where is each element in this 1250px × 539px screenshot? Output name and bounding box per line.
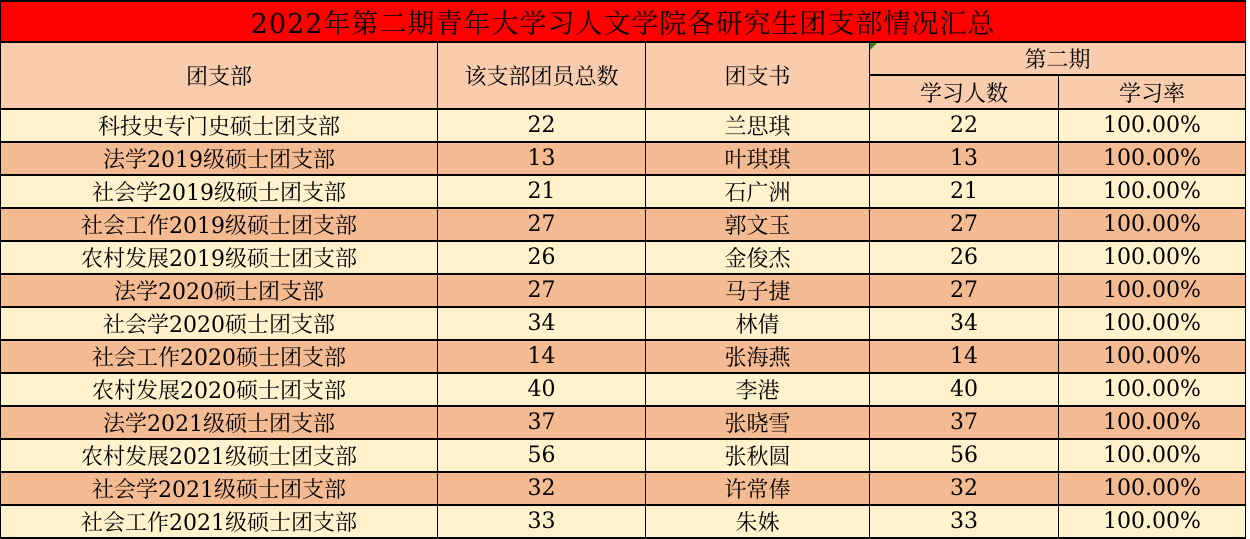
learners-cell[interactable]: 32 [870, 472, 1059, 505]
table-row [1, 406, 1246, 439]
table-row [1, 274, 1246, 307]
total-members-cell[interactable]: 37 [438, 406, 646, 439]
learners-cell[interactable]: 40 [870, 373, 1059, 406]
learners-cell[interactable]: 56 [870, 439, 1059, 472]
total-members-cell[interactable]: 34 [438, 307, 646, 340]
header-period[interactable] [870, 42, 1246, 75]
rate-cell[interactable]: 100.00% [1059, 274, 1246, 307]
sheet-title[interactable]: 2022年第二期青年大学习人文学院各研究生团支部情况汇总 [1, 1, 1246, 42]
header-rate[interactable]: 学习率 [1059, 75, 1246, 109]
secretary-cell[interactable]: 叶琪琪 [646, 142, 870, 175]
table-row [1, 373, 1246, 406]
branch-cell[interactable]: 科技史专门史硕士团支部 [1, 109, 438, 142]
excel-error-indicator-icon [870, 43, 877, 50]
table-row [1, 208, 1246, 241]
total-members-cell[interactable]: 26 [438, 241, 646, 274]
total-members-cell[interactable]: 40 [438, 373, 646, 406]
total-members-cell[interactable]: 56 [438, 439, 646, 472]
rate-cell[interactable]: 100.00% [1059, 406, 1246, 439]
branch-cell[interactable]: 农村发展2020硕士团支部 [1, 373, 438, 406]
branch-cell[interactable]: 社会学2021级硕士团支部 [1, 472, 438, 505]
secretary-cell[interactable]: 石广洲 [646, 175, 870, 208]
rate-cell[interactable]: 100.00% [1059, 340, 1246, 373]
learners-cell[interactable]: 34 [870, 307, 1059, 340]
branch-cell[interactable]: 社会工作2021级硕士团支部 [1, 505, 438, 538]
total-members-cell[interactable]: 14 [438, 340, 646, 373]
learners-cell[interactable]: 21 [870, 175, 1059, 208]
total-members-cell[interactable]: 27 [438, 208, 646, 241]
rate-cell[interactable]: 100.00% [1059, 208, 1246, 241]
secretary-cell[interactable]: 张秋圆 [646, 439, 870, 472]
table-body [1, 109, 1246, 538]
total-members-cell[interactable]: 13 [438, 142, 646, 175]
title-row [1, 1, 1246, 42]
total-members-cell[interactable]: 21 [438, 175, 646, 208]
branch-cell[interactable]: 法学2020硕士团支部 [1, 274, 438, 307]
secretary-cell[interactable]: 马子捷 [646, 274, 870, 307]
table-row [1, 472, 1246, 505]
rate-cell[interactable]: 100.00% [1059, 472, 1246, 505]
total-members-cell[interactable]: 33 [438, 505, 646, 538]
secretary-cell[interactable]: 林倩 [646, 307, 870, 340]
header-branch[interactable]: 团支部 [1, 42, 438, 109]
learners-cell[interactable]: 13 [870, 142, 1059, 175]
table-row [1, 505, 1246, 538]
rate-cell[interactable]: 100.00% [1059, 241, 1246, 274]
learners-cell[interactable]: 26 [870, 241, 1059, 274]
secretary-cell[interactable]: 许常俸 [646, 472, 870, 505]
learners-cell[interactable]: 14 [870, 340, 1059, 373]
table-row [1, 307, 1246, 340]
branch-cell[interactable]: 农村发展2019级硕士团支部 [1, 241, 438, 274]
total-members-cell[interactable]: 32 [438, 472, 646, 505]
secretary-cell[interactable]: 张晓雪 [646, 406, 870, 439]
header-learners[interactable]: 学习人数 [870, 75, 1059, 109]
rate-cell[interactable]: 100.00% [1059, 307, 1246, 340]
total-members-cell[interactable]: 22 [438, 109, 646, 142]
learners-cell[interactable]: 33 [870, 505, 1059, 538]
learners-cell[interactable]: 37 [870, 406, 1059, 439]
secretary-cell[interactable]: 兰思琪 [646, 109, 870, 142]
learners-cell[interactable]: 22 [870, 109, 1059, 142]
branch-cell[interactable]: 社会工作2020硕士团支部 [1, 340, 438, 373]
rate-cell[interactable]: 100.00% [1059, 142, 1246, 175]
rate-cell[interactable]: 100.00% [1059, 373, 1246, 406]
rate-cell[interactable]: 100.00% [1059, 439, 1246, 472]
branch-cell[interactable]: 社会工作2019级硕士团支部 [1, 208, 438, 241]
rate-cell[interactable]: 100.00% [1059, 505, 1246, 538]
header-row-top [1, 42, 1246, 75]
header-secretary[interactable]: 团支书 [646, 42, 870, 109]
branch-cell[interactable]: 社会学2019级硕士团支部 [1, 175, 438, 208]
secretary-cell[interactable]: 郭文玉 [646, 208, 870, 241]
total-members-cell[interactable]: 27 [438, 274, 646, 307]
table-row [1, 142, 1246, 175]
secretary-cell[interactable]: 金俊杰 [646, 241, 870, 274]
rate-cell[interactable]: 100.00% [1059, 175, 1246, 208]
branch-cell[interactable]: 法学2019级硕士团支部 [1, 142, 438, 175]
header-total-members[interactable]: 该支部团员总数 [438, 42, 646, 109]
table-row [1, 109, 1246, 142]
branch-cell[interactable]: 农村发展2021级硕士团支部 [1, 439, 438, 472]
branch-cell[interactable]: 法学2021级硕士团支部 [1, 406, 438, 439]
secretary-cell[interactable]: 李港 [646, 373, 870, 406]
header-period-label: 第二期 [1024, 48, 1091, 73]
learners-cell[interactable]: 27 [870, 208, 1059, 241]
table-row [1, 340, 1246, 373]
table-row [1, 241, 1246, 274]
rate-cell[interactable]: 100.00% [1059, 109, 1246, 142]
secretary-cell[interactable]: 朱姝 [646, 505, 870, 538]
secretary-cell[interactable]: 张海燕 [646, 340, 870, 373]
branch-cell[interactable]: 社会学2020硕士团支部 [1, 307, 438, 340]
table-row [1, 439, 1246, 472]
learners-cell[interactable]: 27 [870, 274, 1059, 307]
table-row [1, 175, 1246, 208]
